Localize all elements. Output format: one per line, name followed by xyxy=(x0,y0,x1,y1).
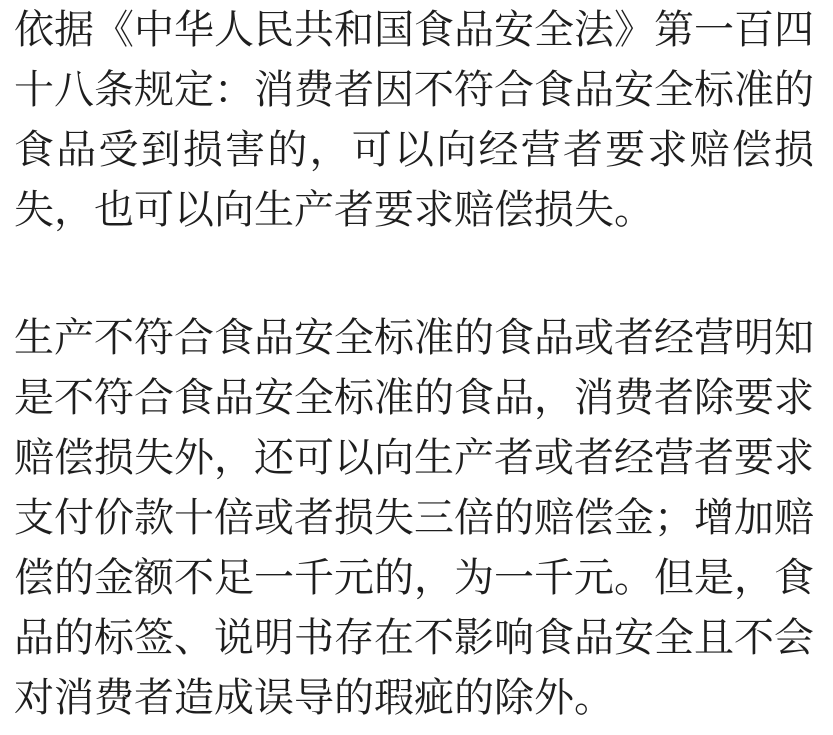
paragraph-punitive-compensation: 生产不符合食品安全标准的食品或者经营明知是不符合食品安全标准的食品，消费者除要求赔偿损失外，还可以向生产者或者经营者要求支付价款十倍或者损失三倍的赔偿金；增加赔偿的金额不足一千元的，为一千元。但是，食品的标签、说明书存在不影响食品安全且不会对消费者造成误导的瑕疵的除外。 xyxy=(14,316,814,720)
paragraph-law-article-148: 依据《中华人民共和国食品安全法》第一百四十八条规定：消费者因不符合食品安全标准的食品受到损害的，可以向经营者要求赔偿损失，也可以向生产者要求赔偿损失。 xyxy=(14,8,814,232)
